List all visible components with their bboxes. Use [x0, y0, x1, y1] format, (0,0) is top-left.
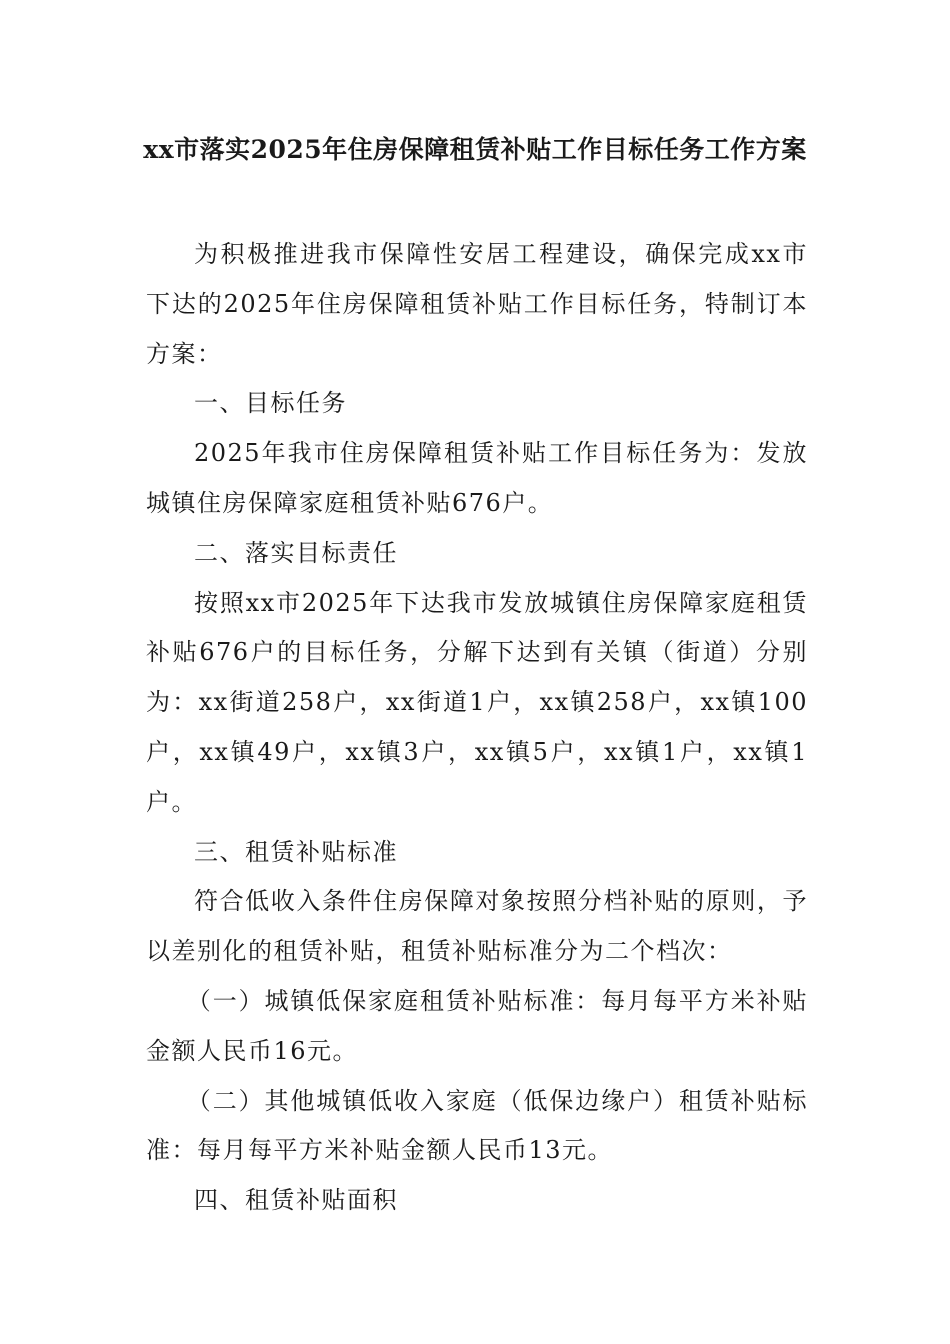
document-body [146, 230, 808, 1226]
intro-paragraph: 为积极推进我市保障性安居工程建设，确保完成xx市下达的2025年住房保障租赁补贴工作目标任务，特制订本方案： [146, 240, 808, 368]
section-heading-4: 四、租赁补贴面积 [194, 1186, 398, 1215]
document-title: xx市落实2025年住房保障租赁补贴工作目标任务工作方案 [143, 135, 807, 164]
body-paragraph: 2025年我市住房保障租赁补贴工作目标任务为：发放城镇住房保障家庭租赁补贴676户。 [146, 439, 808, 517]
section-heading-1: 一、目标任务 [194, 389, 347, 418]
section-heading-2: 二、落实目标责任 [194, 538, 398, 567]
body-paragraph: 符合低收入条件住房保障对象按照分档补贴的原则，予以差别化的租赁补贴，租赁补贴标准分为二个档次： [146, 887, 808, 966]
sub-item-2: （二）其他城镇低收入家庭（低保边缘户）租赁补贴标准：每月每平方米补贴金额人民币13元。 [146, 1086, 808, 1165]
section-heading-3: 三、租赁补贴标准 [194, 837, 398, 866]
body-paragraph: 按照xx市2025年下达我市发放城镇住房保障家庭租赁补贴676户的目标任务，分解下达到有关镇（街道）分别为：xx街道258户，xx街道1户，xx镇258户，xx镇100户，xx镇49户，xx镇3户，xx镇5户，xx镇1户，xx镇1户。 [146, 588, 808, 816]
sub-item-1: （一）城镇低保家庭租赁补贴标准：每月每平方米补贴金额人民币16元。 [146, 986, 808, 1065]
